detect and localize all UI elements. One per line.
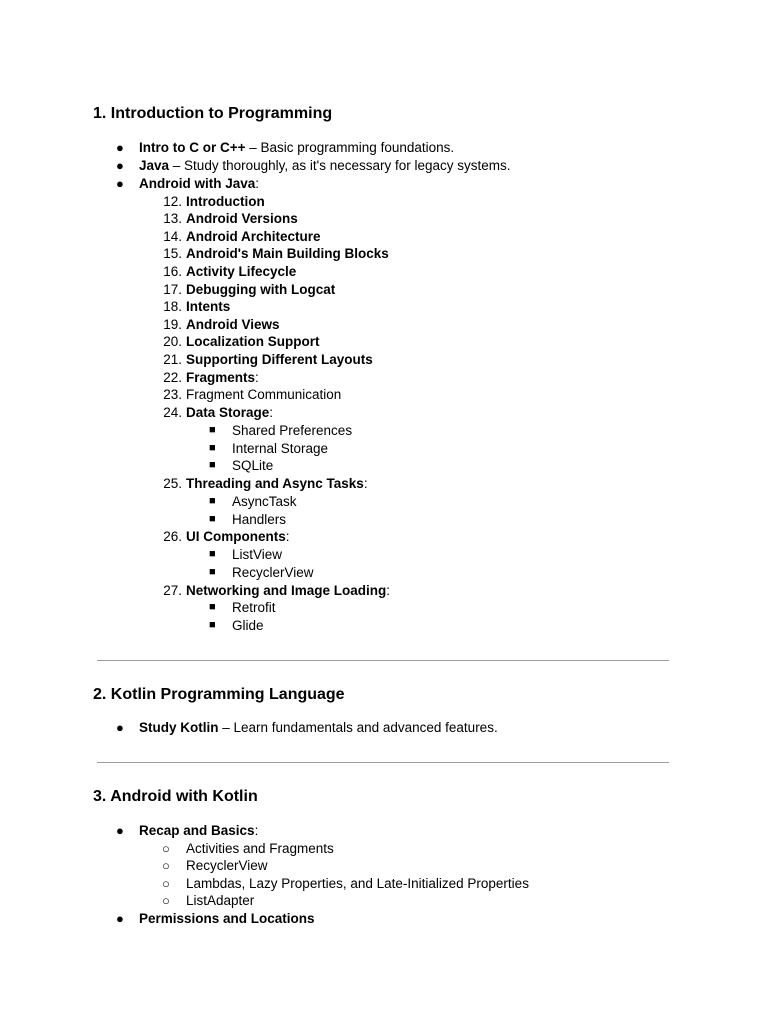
horizontal-rule — [97, 660, 669, 661]
bullet-square: ■ — [209, 601, 216, 613]
sub-item: Lambdas, Lazy Properties, and Late-Initialized Properties — [186, 876, 529, 891]
bullet-square: ■ — [209, 548, 216, 560]
numbered-item: Threading and Async Tasks: — [186, 476, 368, 491]
item-number: 16. — [163, 264, 182, 279]
list-item: Intro to C or C++ – Basic programming foundations. — [139, 140, 455, 155]
bullet-disc: ● — [116, 158, 124, 173]
sub-item: Retrofit — [232, 600, 276, 615]
item-number: 15. — [163, 246, 182, 261]
numbered-item: Intents — [186, 299, 231, 314]
numbered-item: Supporting Different Layouts — [186, 352, 373, 367]
item-number: 23. — [163, 387, 182, 402]
list-item: Recap and Basics: — [139, 823, 259, 838]
item-number: 25. — [163, 476, 182, 491]
horizontal-rule — [97, 762, 669, 763]
item-number: 17. — [163, 282, 182, 297]
numbered-item: Data Storage: — [186, 405, 274, 420]
bullet-circle: ○ — [162, 893, 170, 908]
bullet-square: ■ — [209, 495, 216, 507]
sub-item: ListAdapter — [186, 893, 255, 908]
item-number: 26. — [163, 529, 182, 544]
numbered-item: Android's Main Building Blocks — [186, 246, 389, 261]
list-item: Study Kotlin – Learn fundamentals and advanced features. — [139, 720, 498, 735]
item-number: 18. — [163, 299, 182, 314]
bullet-circle: ○ — [162, 841, 170, 856]
numbered-item: Android Versions — [186, 211, 298, 226]
section-2-heading: 2. Kotlin Programming Language — [93, 686, 345, 703]
bullet-disc: ● — [116, 176, 124, 191]
sub-item: RecyclerView — [186, 858, 268, 873]
bullet-square: ■ — [209, 566, 216, 578]
item-number: 19. — [163, 317, 182, 332]
bullet-square: ■ — [209, 442, 216, 454]
bullet-circle: ○ — [162, 858, 170, 873]
bullet-square: ■ — [209, 619, 216, 631]
item-number: 12. — [163, 194, 182, 209]
numbered-item: Fragment Communication — [186, 387, 342, 402]
numbered-item: Localization Support — [186, 334, 320, 349]
numbered-item: Introduction — [186, 194, 265, 209]
item-number: 14. — [163, 229, 182, 244]
item-number: 13. — [163, 211, 182, 226]
bullet-square: ■ — [209, 424, 216, 436]
numbered-item: UI Components: — [186, 529, 290, 544]
item-number: 22. — [163, 370, 182, 385]
item-number: 24. — [163, 405, 182, 420]
sub-item: Glide — [232, 618, 264, 633]
numbered-item: Android Architecture — [186, 229, 321, 244]
bullet-circle: ○ — [162, 876, 170, 891]
section-1-heading: 1. Introduction to Programming — [93, 105, 333, 122]
sub-item: RecyclerView — [232, 565, 314, 580]
sub-item: Shared Preferences — [232, 423, 353, 438]
list-item: Permissions and Locations — [139, 911, 315, 926]
bullet-disc: ● — [116, 140, 124, 155]
sub-item: ListView — [232, 547, 283, 562]
item-number: 27. — [163, 583, 182, 598]
numbered-item: Fragments: — [186, 370, 259, 385]
numbered-item: Networking and Image Loading: — [186, 583, 391, 598]
bullet-disc: ● — [116, 911, 124, 926]
bullet-square: ■ — [209, 513, 216, 525]
sub-item: Activities and Fragments — [186, 841, 334, 856]
list-item: Java – Study thoroughly, as it's necessary for legacy systems. — [139, 158, 511, 173]
numbered-item: Debugging with Logcat — [186, 282, 336, 297]
bullet-disc: ● — [116, 823, 124, 838]
sub-item: Handlers — [232, 512, 287, 527]
numbered-item: Android Views — [186, 317, 280, 332]
numbered-item: Activity Lifecycle — [186, 264, 297, 279]
bullet-disc: ● — [116, 720, 124, 735]
sub-item: SQLite — [232, 458, 274, 473]
sub-item: Internal Storage — [232, 441, 329, 456]
section-3-heading: 3. Android with Kotlin — [93, 788, 258, 805]
item-number: 20. — [163, 334, 182, 349]
sub-item: AsyncTask — [232, 494, 297, 509]
list-item: Android with Java: — [139, 176, 260, 191]
bullet-square: ■ — [209, 459, 216, 471]
item-number: 21. — [163, 352, 182, 367]
